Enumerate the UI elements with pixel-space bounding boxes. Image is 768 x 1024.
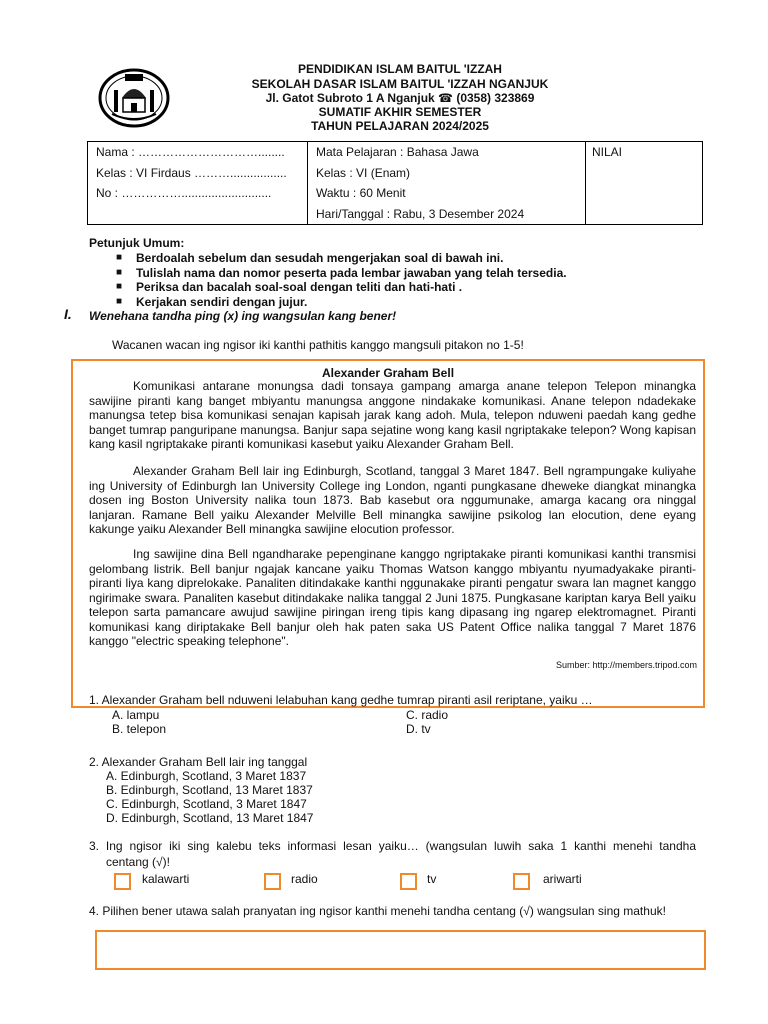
instruction-item: ■ Berdoalah sebelum dan sesudah mengerjakan soal di bawah ini. bbox=[116, 251, 504, 265]
instructions-title: Petunjuk Umum: bbox=[89, 236, 185, 250]
passage-paragraph-3: Ing sawijine dina Bell ngandharake pepenginane kanggo ngriptakake piranti komunikasi kanthi transmisi gelombang listrik. Bell banjur ngajak kancane yaiku Thomas Watson kanggo mbiyantu nyumadyakake piranti-piranti liya kang diprelokake. Panaliten ditindakake kanthi nggunakake piranti pengatur swara lan magnet kanggo ngirimake swara. Panaliten kasebut ditindakake nalika tanggal 2 Juni 1875. Pungkasane kariptan karya Bell yaiku telepon sarta pamancare awujud sawijine piringan ireng tipis kang dipasang ing ngarep elektromagnet. Piranti komunikasi kang diriptakake Bell banjur oleh hak paten saka US Patent Office nalika tanggal 7 Maret 1876 kanggo "electric speaking telephone". bbox=[89, 547, 696, 648]
question-3-text: 3. Ing ngisor iki sing kalebu teks informasi lesan yaiku… (wangsulan luwih saka 1 kanthi menehi tandha bbox=[89, 839, 696, 853]
passage-title: Alexander Graham Bell bbox=[321, 366, 455, 380]
name-field[interactable]: Nama : …………………………........ bbox=[96, 145, 285, 159]
time-line: Waktu : 60 Menit bbox=[316, 186, 406, 200]
school-address: Jl. Gatot Subroto 1 A Nganjuk ☎ (0358) 323869 bbox=[265, 91, 535, 105]
checkbox-label: radio bbox=[291, 872, 318, 886]
section-title: Wenehana tandha ping (x) ing wangsulan kang bener! bbox=[89, 309, 397, 323]
score-cell[interactable] bbox=[586, 142, 703, 225]
instruction-item: ■ Kerjakan sendiri dengan jujur. bbox=[116, 294, 308, 309]
section-lead: Wacanen wacan ing ngisor iki kanthi pathitis kanggo mangsuli pitakon no 1-5! bbox=[112, 338, 524, 352]
question-4-text: 4. Pilihen bener utawa salah pranyatan ing ngisor kanthi menehi tandha centang (√) wangsulan sing mathuk! bbox=[89, 904, 666, 918]
checkbox-tv[interactable] bbox=[400, 873, 417, 890]
student-cell bbox=[88, 142, 308, 225]
q1-option-a[interactable]: A. lampu bbox=[112, 708, 160, 722]
instruction-item: ■ Tulislah nama dan nomor peserta pada lembar jawaban yang telah tersedia. bbox=[116, 265, 567, 280]
class-field[interactable]: Kelas : VI Firdaus ………................. bbox=[96, 165, 287, 180]
checkbox-label: ariwarti bbox=[543, 872, 582, 886]
subject-cell bbox=[308, 142, 586, 225]
foundation-name: PENDIDIKAN ISLAM BAITUL 'IZZAH bbox=[298, 62, 502, 76]
checkbox-label: kalawarti bbox=[142, 872, 190, 886]
checkbox-label: tv bbox=[427, 872, 437, 886]
student-info-table bbox=[87, 141, 703, 225]
instructions-list bbox=[116, 251, 567, 309]
school-logo bbox=[98, 68, 170, 128]
checkbox-radio[interactable] bbox=[264, 873, 281, 890]
checkbox-ariwarti[interactable] bbox=[513, 873, 530, 890]
q2-option-a[interactable]: A. Edinburgh, Scotland, 3 Maret 1837 bbox=[106, 769, 307, 783]
school-name: SEKOLAH DASAR ISLAM BAITUL 'IZZAH NGANJUK bbox=[251, 77, 549, 91]
academic-year: TAHUN PELAJARAN 2024/2025 bbox=[311, 119, 489, 133]
passage-paragraph-1: Komunikasi antarane monungsa dadi tonsaya gampang amarga anane telepon Telepon minangka sawijine piranti kang banget mbiyantu manungsa anggone nindakake komunikasi. Anane telepon ndadekake manungsa tetep bisa komunikasi senajan kapisah jarak kang adoh. Mula, telepon nduweni paedah kang gedhe banget tumrap panguripane manungsa. Banjur sapa sejatine wong kang kasil ngriptakake telepon? Wong kapisan kang kasil ngriptakake piranti komunikasi kasebut yaiku Alexander Graham Bell. bbox=[89, 379, 696, 451]
bullet-icon: ■ bbox=[116, 252, 123, 263]
q1-option-d[interactable]: D. tv bbox=[406, 722, 431, 736]
score-label: NILAI bbox=[592, 145, 623, 159]
q2-option-d[interactable]: D. Edinburgh, Scotland, 13 Maret 1847 bbox=[106, 811, 314, 825]
bullet-icon: ■ bbox=[116, 281, 123, 292]
instruction-item: ■ Periksa dan bacalah soal-soal dengan teliti dan hati-hati . bbox=[116, 280, 463, 294]
grade-line: Kelas : VI (Enam) bbox=[316, 165, 411, 180]
question-1-text: 1. Alexander Graham bell nduweni lelabuhan kang gedhe tumrap piranti asil reriptane, yaiku … bbox=[89, 693, 593, 707]
q2-option-b[interactable]: B. Edinburgh, Scotland, 13 Maret 1837 bbox=[106, 783, 313, 797]
date-line: Hari/Tanggal : Rabu, 3 Desember 2024 bbox=[316, 206, 525, 221]
blank-line bbox=[88, 204, 307, 225]
question-2-text: 2. Alexander Graham Bell lair ing tanggal bbox=[89, 755, 308, 769]
number-field[interactable]: No : ……………........................... bbox=[96, 186, 272, 200]
passage-source: Sumber: http://members.tripod.com bbox=[555, 660, 697, 670]
checkbox-kalawarti[interactable] bbox=[114, 873, 131, 890]
q1-option-b[interactable]: B. telepon bbox=[112, 722, 167, 736]
q1-option-c[interactable]: C. radio bbox=[406, 708, 449, 722]
q2-option-c[interactable]: C. Edinburgh, Scotland, 3 Maret 1847 bbox=[106, 797, 307, 811]
bullet-icon: ■ bbox=[116, 295, 123, 307]
question-3-text-cont: centang (√)! bbox=[106, 855, 170, 869]
exam-title: SUMATIF AKHIR SEMESTER bbox=[318, 105, 482, 119]
subject-line: Mata Pelajaran : Bahasa Jawa bbox=[316, 145, 479, 159]
answer-box[interactable] bbox=[95, 930, 706, 970]
bullet-icon: ■ bbox=[116, 266, 123, 278]
passage-paragraph-2: Alexander Graham Bell lair ing Edinburgh, Scotland, tanggal 3 Maret 1847. Bell ngrampungake kuliyahe ing University of Edinburgh lan University College ing London, nganti pungkasane dheweke diangkat minangka dosen ing Boston University nalika toun 1873. Bab kasebut ora nggumunake, amarga kacang ora ninggal lanjaran. Ramane Bell yaiku Alexander Melville Bell minangka sawijine psikolog lan elocution, dene eyang kakunge yaiku Alexander Bell minangka sawijine elocution professor. bbox=[89, 464, 696, 536]
section-number: I. bbox=[64, 306, 72, 322]
